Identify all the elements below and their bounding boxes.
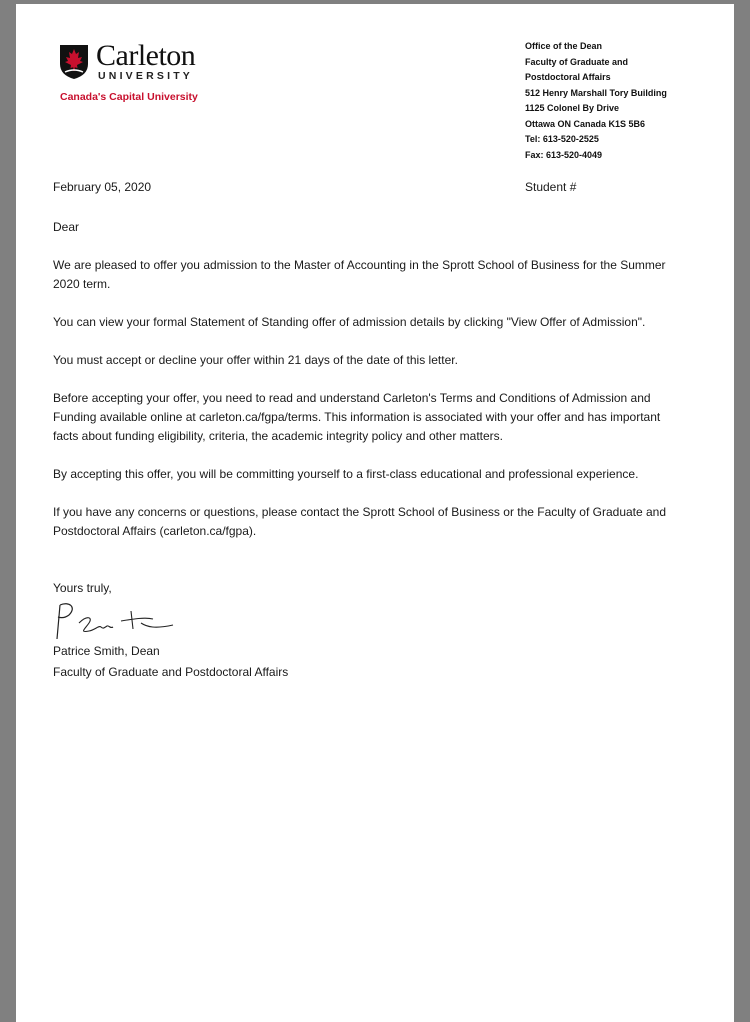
shield-maple-leaf-icon [59, 44, 89, 80]
phone-line: Tel: 613-520-2525 [525, 134, 599, 144]
address-line: 512 Henry Marshall Tory Building [525, 87, 667, 98]
carleton-logo [58, 39, 228, 106]
fax-line: Fax: 613-520-4049 [525, 149, 603, 160]
letter-body [53, 218, 683, 560]
address-line: Ottawa ON Canada K1S 5B6 [525, 118, 646, 129]
university-subtitle: UNIVERSITY [98, 70, 194, 82]
handwritten-signature [49, 599, 177, 643]
paragraph-deadline: You must accept or decline your offer within 21 days of the date of this letter. [53, 353, 458, 367]
address-line: Postdoctoral Affairs [525, 72, 611, 82]
address-line: 1125 Colonel By Drive [525, 103, 620, 113]
paragraph-commitment: By accepting this offer, you will be committing yourself to a first-class educational and professional experience. [53, 467, 639, 481]
university-tagline: Canada's Capital University [60, 91, 198, 103]
closing: Yours truly, [53, 581, 112, 595]
university-wordmark: Carleton [96, 39, 196, 72]
paragraph-offer: We are pleased to offer you admission to the Master of Accounting in the Sprott School of Business for the Summer 2020 term. [53, 258, 666, 291]
paragraph-view-offer: You can view your formal Statement of Standing offer of admission details by clicking "View Offer of Admission". [53, 315, 646, 329]
salutation: Dear [53, 220, 80, 234]
address-line: Faculty of Graduate and [525, 56, 629, 67]
paragraph-terms: Before accepting your offer, you need to read and understand Carleton's Terms and Conditions of Admission and Funding available online at carleton.ca/fgpa/terms. This information is associated with your offer and has important facts about funding eligibility, criteria, the academic integrity policy and other matters. [53, 391, 661, 443]
office-address-block [525, 39, 667, 163]
signer-title: Faculty of Graduate and Postdoctoral Affairs [53, 665, 289, 679]
paragraph-contact: If you have any concerns or questions, please contact the Sprott School of Business or the Faculty of Graduate and Postdoctoral Affairs (carleton.ca/fgpa). [53, 505, 667, 538]
letter-page [16, 4, 734, 1022]
letter-date: February 05, 2020 [53, 180, 152, 194]
student-number-label: Student # [525, 180, 577, 194]
signer-name: Patrice Smith, Dean [53, 644, 160, 658]
address-line: Office of the Dean [525, 41, 603, 51]
